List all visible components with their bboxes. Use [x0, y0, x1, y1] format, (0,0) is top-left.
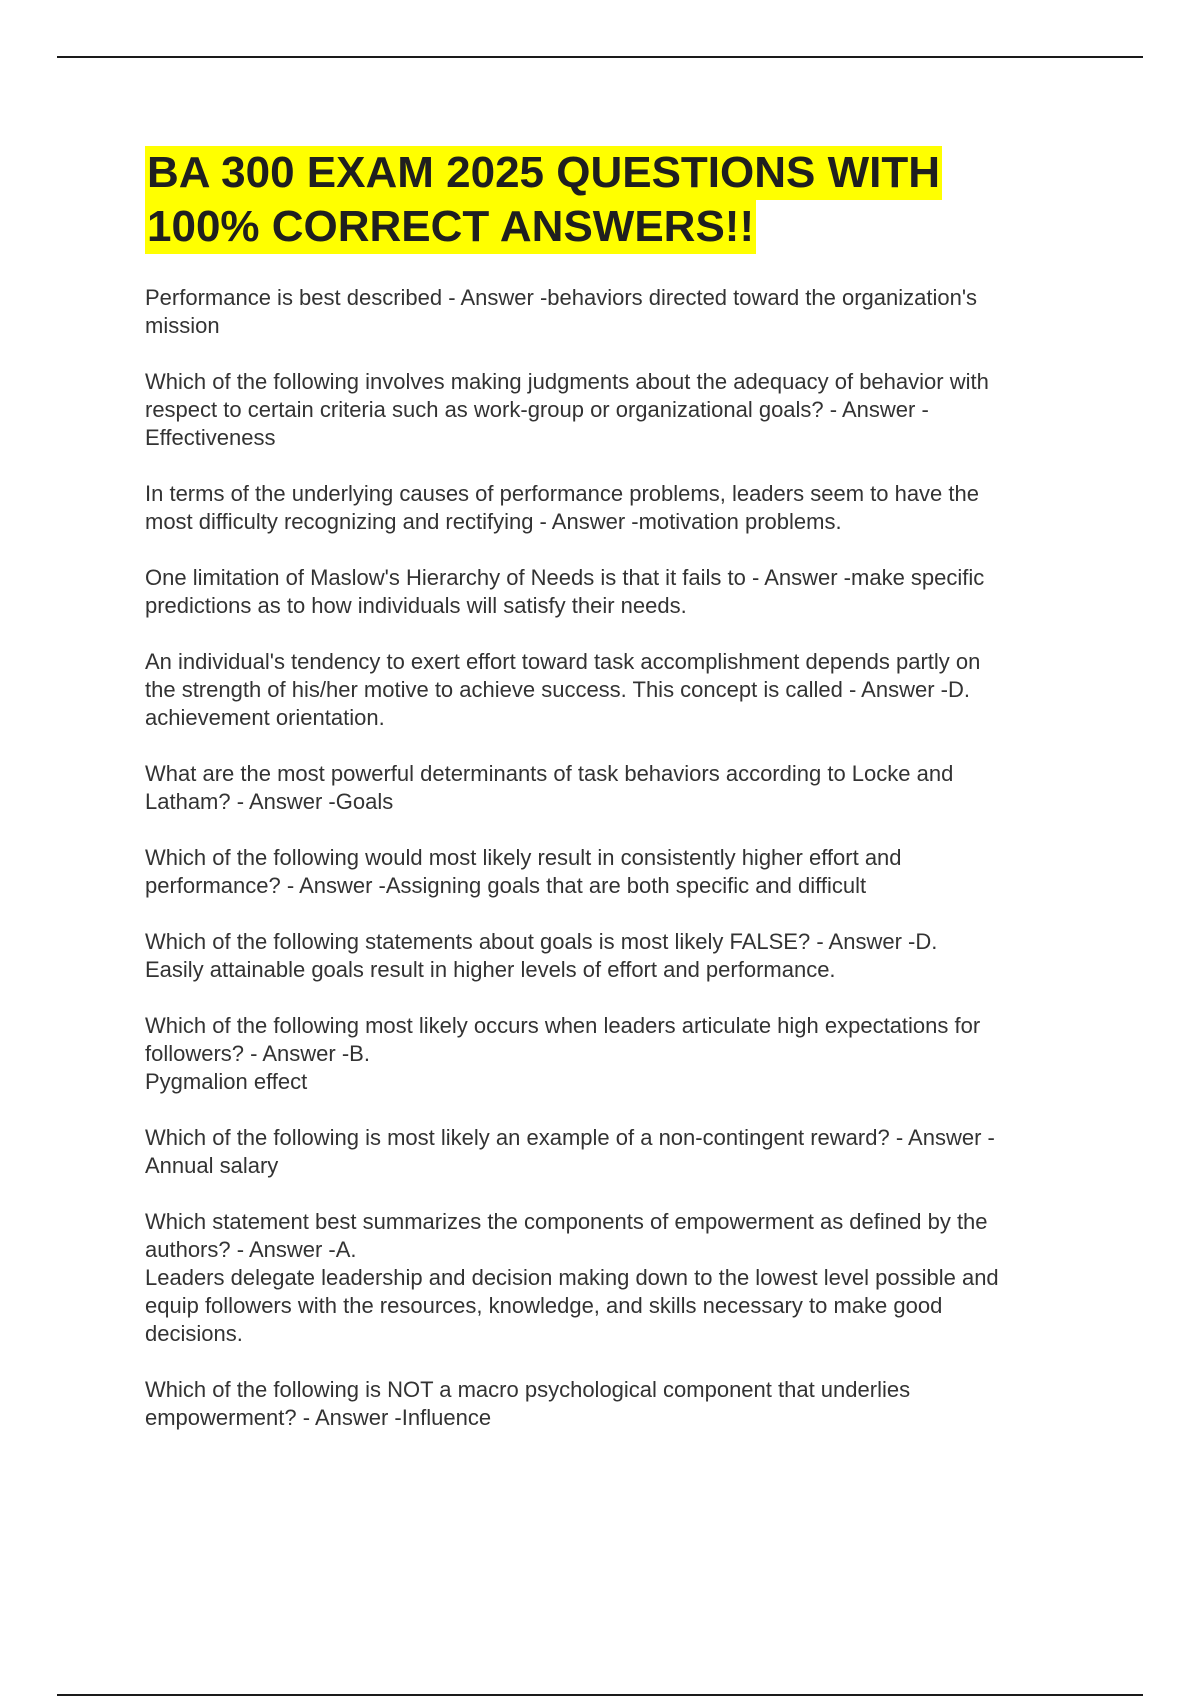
- qa-item: An individual's tendency to exert effort toward task accomplishment depends partly on the strength of his/her motive to achieve success. This concept is called - Answer -D. achievement orientation.: [145, 649, 981, 730]
- title-line-2: 100% CORRECT ANSWERS!!: [145, 200, 756, 254]
- qa-item: One limitation of Maslow's Hierarchy of Needs is that it fails to - Answer -make specific predictions as to how individuals will satisfy their needs.: [145, 565, 985, 618]
- footer-rule: [57, 1694, 1143, 1696]
- qa-item: Which of the following involves making judgments about the adequacy of behavior with respect to certain criteria such as work-group or organizational goals? - Answer - Effectiveness: [145, 369, 989, 450]
- title-line-1: BA 300 EXAM 2025 QUESTIONS WITH: [145, 146, 942, 200]
- header-rule: [57, 56, 1143, 58]
- qa-item: Which of the following is NOT a macro psychological component that underlies empowerment? - Answer -Influence: [145, 1377, 911, 1430]
- qa-item: Which of the following is most likely an example of a non-contingent reward? - Answer - Annual salary: [145, 1125, 995, 1178]
- qa-item: Which of the following would most likely result in consistently higher effort and performance? - Answer -Assigning goals that are both specific and difficult: [145, 845, 902, 898]
- qa-item: Which of the following most likely occurs when leaders articulate high expectations for followers? - Answer -B. Pygmalion effect: [145, 1013, 981, 1094]
- qa-item: In terms of the underlying causes of performance problems, leaders seem to have the most difficulty recognizing and rectifying - Answer -motivation problems.: [145, 481, 979, 534]
- qa-item: What are the most powerful determinants of task behaviors according to Locke and Latham? - Answer -Goals: [145, 761, 954, 814]
- qa-item: Which of the following statements about goals is most likely FALSE? - Answer -D. Easily attainable goals result in higher levels of effort and performance.: [145, 929, 938, 982]
- qa-item: Performance is best described - Answer -behaviors directed toward the organization's mission: [145, 285, 978, 338]
- qa-item: Which statement best summarizes the components of empowerment as defined by the authors? - Answer -A. Leaders delegate leadership and decision making down to the lowest level possible and equip followers with the resources, knowledge, and skills necessary to make good decisions.: [145, 1209, 999, 1346]
- qa-list: [145, 284, 1090, 1460]
- document-title: [145, 146, 1105, 254]
